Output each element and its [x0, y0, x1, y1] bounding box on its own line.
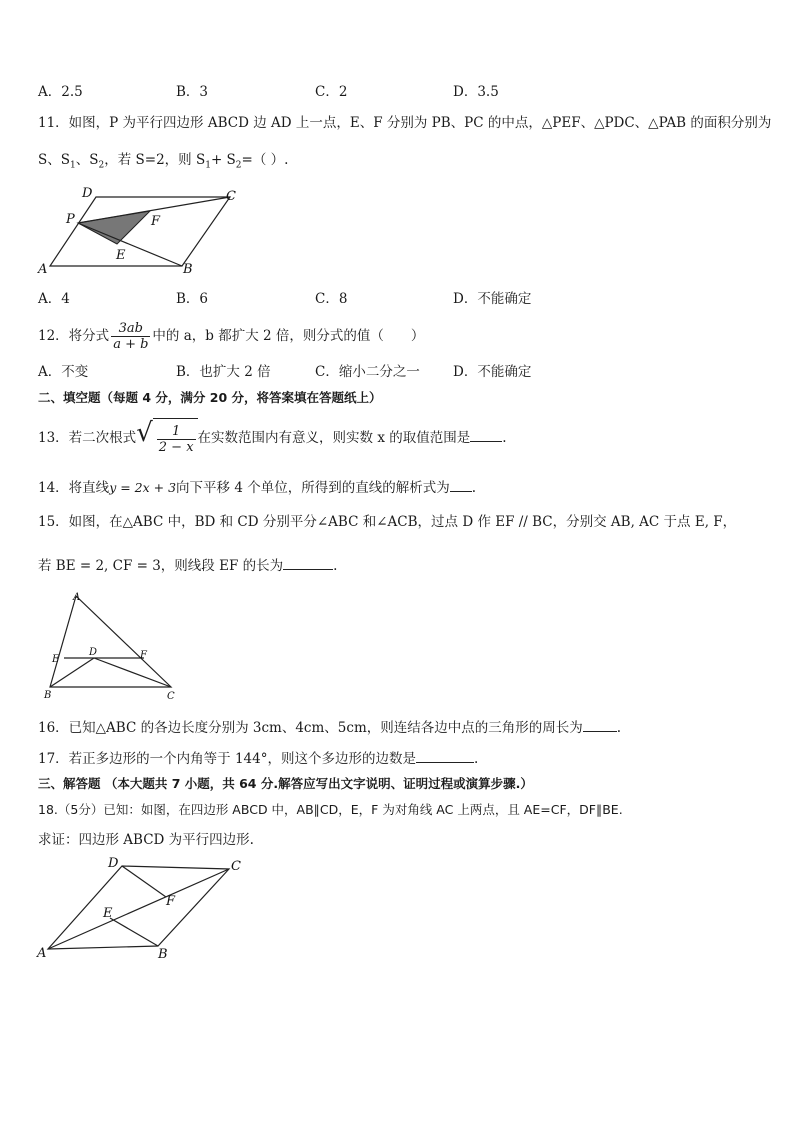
- q14-text: 14．将直线y = 2x + 3向下平移 4 个单位，所得到的直线的解析式为 .: [38, 477, 476, 498]
- q12-option-d: D．不能确定: [453, 364, 532, 380]
- q10-option-d: D．3.5: [453, 84, 499, 100]
- q15-figure: [40, 590, 190, 702]
- q12-option-a: A．不变: [38, 364, 89, 380]
- q12-fraction: $\frac{3ab}{a + b}$: [113, 321, 149, 352]
- q11-option-a: A．4: [38, 291, 70, 307]
- q12-option-b: B．也扩大 2 倍: [176, 364, 271, 380]
- q11-label-f: F: [151, 214, 161, 229]
- q18-label-b: B: [158, 947, 168, 962]
- q10-option-a: A．2.5: [38, 84, 83, 100]
- q18-label-c: C: [231, 859, 241, 874]
- q11-label-d: D: [82, 186, 93, 201]
- q11-option-c: C．8: [315, 291, 348, 307]
- q15-label-c: C: [167, 691, 175, 702]
- section-2-heading: 二、填空题（每题 4 分，满分 20 分，将答案填在答题纸上）: [38, 390, 382, 405]
- q15-label-e: E: [52, 654, 60, 665]
- q18-text-line2: 求证：四边形 ABCD 为平行四边形.: [38, 832, 254, 848]
- q15-label-b: B: [44, 690, 52, 701]
- q11-label-e: E: [116, 248, 126, 263]
- q11-figure: [30, 183, 250, 278]
- section-3-heading: 三、解答题 （本大题共 7 小题，共 64 分.解答应写出文字说明、证明过程或演算步骤.）: [38, 776, 533, 791]
- q15-answer-blank: [283, 555, 333, 570]
- q15-label-a: A: [73, 592, 81, 603]
- q16-answer-blank: [583, 717, 617, 732]
- q10-option-b: B．3: [176, 84, 209, 100]
- q15-text-line2: 若 BE = 2, CF = 3，则线段 EF 的长为 .: [38, 555, 337, 576]
- q18-text-line1: 18.（5分）已知：如图，在四边形 ABCD 中，AB∥CD，E，F 为对角线 AC 上两点，且 AE=CF，DF∥BE.: [38, 802, 623, 817]
- q11-option-b: B．6: [176, 291, 209, 307]
- q11-text-line2: S、$S_1$、$S_2$，若 S=2，则 $S_1+ S_2=$（ ）.: [38, 152, 289, 171]
- q16-text: 16．已知△ABC 的各边长度分别为 3cm、4cm、5cm，则连结各边中点的三角形的周长为 .: [38, 717, 621, 738]
- q18-figure: [34, 852, 249, 962]
- q18-label-e: E: [103, 906, 113, 921]
- q12-option-c: C．缩小二分之一: [315, 364, 420, 380]
- q12-text: 12．将分式 $\frac{3ab}{a + b}$ 中的 a，b 都扩大 2 倍，则分式的值（ ）: [38, 321, 425, 352]
- q13-text: 13．若二次根式 √ $\frac{1}{2 - x}$ 在实数范围内有意义，则实数 x 的取值范围是 .: [38, 418, 507, 459]
- q15-text-line1: 15．如图，在△ABC 中，BD 和 CD 分别平分∠ABC 和∠ACB，过点 D 作 EF // BC，分别交 AB, AC 于点 E, F，: [38, 514, 737, 530]
- q11-label-b: B: [183, 262, 193, 277]
- q18-label-f: F: [166, 894, 176, 909]
- q14-answer-blank: [450, 477, 472, 492]
- q15-label-d: D: [89, 647, 98, 658]
- q13-answer-blank: [470, 427, 502, 442]
- q13-radical: √ $\frac{1}{2 - x}$: [136, 418, 197, 459]
- q15-label-f: F: [140, 650, 147, 661]
- q11-label-a: A: [38, 262, 48, 277]
- q17-text: 17．若正多边形的一个内角等于 144°，则这个多边形的边数是 .: [38, 748, 478, 769]
- q11-label-c: C: [226, 189, 236, 204]
- q11-label-p: P: [66, 212, 75, 227]
- q18-label-d: D: [108, 856, 119, 871]
- q10-option-c: C．2: [315, 84, 348, 100]
- q18-label-a: A: [37, 946, 47, 961]
- q11-text-line1: 11．如图，P 为平行四边形 ABCD 边 AD 上一点，E、F 分别为 PB、PC 的中点，△PEF、△PDC、△PAB 的面积分别为: [38, 115, 772, 131]
- q11-option-d: D．不能确定: [453, 291, 532, 307]
- q17-answer-blank: [416, 748, 474, 763]
